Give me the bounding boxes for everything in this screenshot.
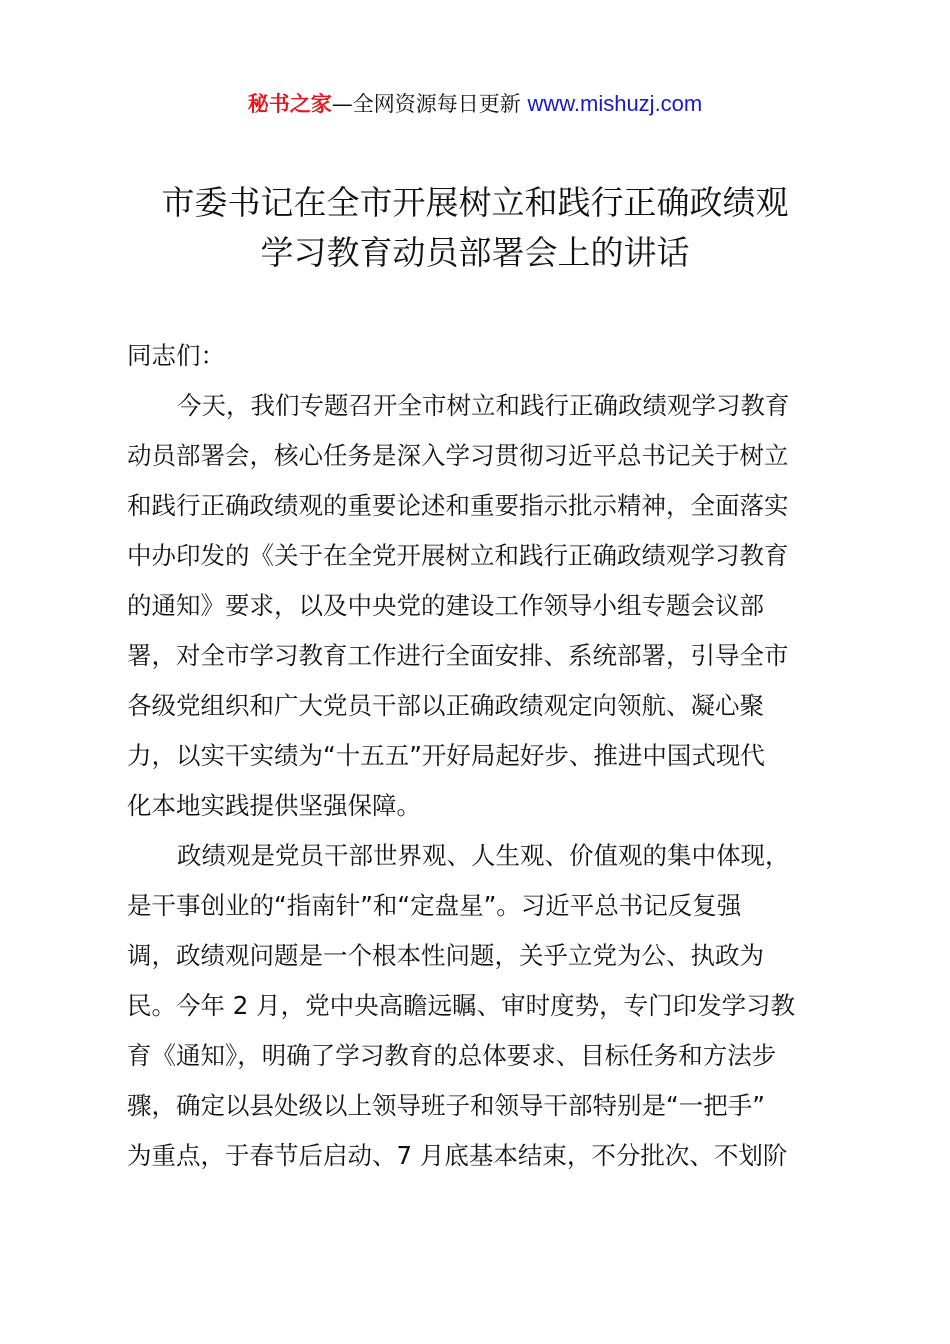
body-line: 各级党组织和广大党员干部以正确政绩观定向领航、凝心聚 — [127, 691, 764, 720]
header-tagline: —全网资源每日更新 — [331, 92, 521, 116]
body-line: 育《通知》，明确了学习教育的总体要求、目标任务和方法步 — [127, 1041, 777, 1070]
body-line: 骤，确定以县处级以上领导班子和领导干部特别是“一把手” — [127, 1091, 765, 1120]
body-line: 政绩观是党员干部世界观、人生观、价值观的集中体现， — [177, 841, 790, 870]
salutation: 同志们： — [127, 341, 225, 370]
body-line: 署，对全市学习教育工作进行全面安排、系统部署，引导全市 — [127, 641, 789, 670]
document-title — [0, 178, 950, 278]
body-line: 今天，我们专题召开全市树立和践行正确政绩观学习教育 — [177, 391, 790, 420]
body-line: 和践行正确政绩观的重要论述和重要指示批示精神，全面落实 — [127, 491, 789, 520]
body-line: 动员部署会，核心任务是深入学习贯彻习近平总书记关于树立 — [127, 441, 789, 470]
title-line: 市委书记在全市开展树立和践行正确政绩观 — [161, 183, 789, 222]
body-line: 力，以实干实绩为“十五五”开好局起好步、推进中国式现代 — [127, 741, 765, 770]
title-line: 学习教育动员部署会上的讲话 — [260, 233, 690, 272]
body-line: 是干事创业的“指南针”和“定盘星”。习近平总书记反复强 — [127, 891, 742, 920]
body-line: 调，政绩观问题是一个根本性问题，关乎立党为公、执政为 — [127, 941, 764, 970]
brand-name: 秘书之家 — [247, 92, 332, 116]
site-header — [0, 88, 950, 120]
body-line: 民。今年 2 月，党中央高瞻远瞩、审时度势，专门印发学习教 — [127, 991, 796, 1020]
body-line: 化本地实践提供坚强保障。 — [127, 791, 421, 820]
body-line: 的通知》要求，以及中央党的建设工作领导小组专题会议部 — [127, 591, 764, 620]
body-line: 为重点，于春节后启动、7 月底基本结束，不分批次、不划阶 — [127, 1141, 788, 1170]
document-body — [127, 334, 833, 1184]
site-url-link[interactable]: www.mishuzj.com — [527, 91, 703, 116]
body-line: 中办印发的《关于在全党开展树立和践行正确政绩观学习教育 — [127, 541, 789, 570]
